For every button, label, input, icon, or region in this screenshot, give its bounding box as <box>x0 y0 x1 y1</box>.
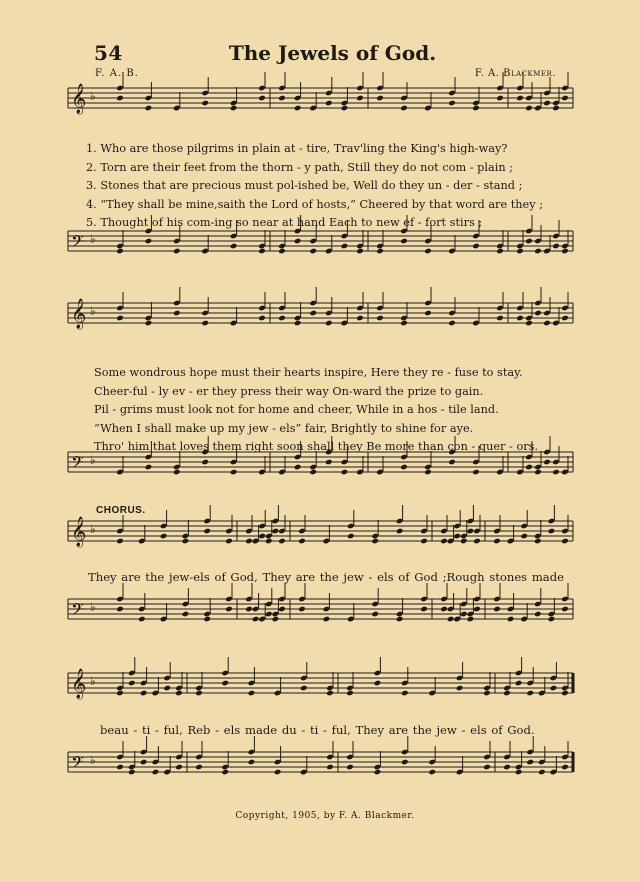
verse-line: Thro' him that loves them right soon shall they Be more than con - quer - ors. <box>94 440 539 453</box>
chorus-label: CHORUS. <box>96 505 146 516</box>
note-head <box>278 315 286 322</box>
note-head <box>346 764 354 771</box>
note-head <box>456 685 464 692</box>
verse-line: Pil - grims must look not for home and cheer, While in a hos - tile land. <box>94 403 499 416</box>
note-head <box>294 105 302 112</box>
note-head <box>472 243 480 250</box>
note-head <box>225 538 233 545</box>
note-head <box>448 459 456 466</box>
note-head <box>525 238 533 245</box>
note-head <box>278 538 286 545</box>
note-head <box>203 616 211 623</box>
key-flat: ♭ <box>90 232 96 246</box>
note-head <box>145 320 153 327</box>
note-head <box>561 95 569 102</box>
note-head <box>440 538 448 545</box>
note-head <box>400 320 408 327</box>
note-head <box>274 769 282 776</box>
note-head <box>116 538 124 545</box>
note-head <box>525 105 533 112</box>
note-head <box>272 616 280 623</box>
note-head <box>503 690 511 697</box>
note-head <box>550 685 558 692</box>
note-head <box>401 759 409 766</box>
note-head <box>400 464 408 471</box>
note-head <box>543 459 551 466</box>
composer-credit: F. A. Blackmer. <box>474 68 556 79</box>
note-head <box>116 248 124 255</box>
note-head <box>160 533 168 540</box>
treble-clef: 𝄞 <box>71 669 87 699</box>
note-head <box>371 538 379 545</box>
note-head <box>325 320 333 327</box>
note-head <box>356 315 364 322</box>
note-head <box>374 680 382 687</box>
note-head <box>525 464 533 471</box>
note-head <box>230 105 238 112</box>
note-head <box>424 469 432 476</box>
key-flat: ♭ <box>90 522 96 536</box>
note-head <box>472 105 480 112</box>
note-head <box>245 538 253 545</box>
note-head <box>182 611 190 618</box>
note-head <box>294 238 302 245</box>
note-head <box>152 769 160 776</box>
bass-clef: 𝄢 <box>71 231 84 255</box>
note-head <box>561 690 569 697</box>
treble-clef: 𝄞 <box>71 299 87 329</box>
note-head <box>140 759 148 766</box>
note-head <box>420 606 428 613</box>
note-head <box>515 769 523 776</box>
note-head <box>203 528 211 535</box>
note-head <box>145 105 153 112</box>
note-head <box>182 538 190 545</box>
note-head <box>278 606 286 613</box>
note-head <box>516 248 524 255</box>
note-head <box>374 769 382 776</box>
note-head <box>472 469 480 476</box>
hymn-number: 54 <box>94 41 123 65</box>
note-head <box>460 538 468 545</box>
note-head <box>534 248 542 255</box>
lyricist-credit: F. A. B. <box>95 68 139 79</box>
note-head <box>116 690 124 697</box>
note-head <box>420 538 428 545</box>
note-head <box>525 320 533 327</box>
note-head <box>376 248 384 255</box>
note-head <box>252 616 260 623</box>
verse-line: Some wondrous hope must their hearts inspire, Here they re - fuse to stay. <box>94 366 523 379</box>
note-head <box>140 690 148 697</box>
note-head <box>195 764 203 771</box>
note-head <box>278 248 286 255</box>
note-head <box>278 95 286 102</box>
key-flat: ♭ <box>90 674 96 688</box>
note-head <box>175 690 183 697</box>
note-head <box>440 606 448 613</box>
note-head <box>493 606 501 613</box>
verse-line: 3. Stones that are precious must pol-ished be, Well do they un - der - stand ; <box>86 179 523 192</box>
key-flat: ♭ <box>90 753 96 767</box>
note-head <box>496 95 504 102</box>
note-head <box>145 238 153 245</box>
note-head <box>325 100 333 107</box>
note-head <box>298 606 306 613</box>
note-head <box>400 238 408 245</box>
treble-clef: 𝄞 <box>71 517 87 547</box>
key-flat: ♭ <box>90 304 96 318</box>
note-head <box>138 616 146 623</box>
note-head <box>467 616 475 623</box>
note-head <box>116 315 124 322</box>
note-head <box>173 248 181 255</box>
note-head <box>326 764 334 771</box>
note-head <box>341 243 349 250</box>
note-head <box>265 538 273 545</box>
key-flat: ♭ <box>90 89 96 103</box>
note-head <box>145 464 153 471</box>
note-head <box>473 538 481 545</box>
note-head <box>298 538 306 545</box>
note-head <box>371 611 379 618</box>
note-head <box>128 769 136 776</box>
note-head <box>309 310 317 317</box>
note-head <box>230 243 238 250</box>
note-head <box>483 690 491 697</box>
chorus-lyrics-1: They are the jew-els of God, They are the jew - els of God ;Rough stones made <box>88 570 565 584</box>
note-head <box>163 685 171 692</box>
note-head <box>347 533 355 540</box>
bass-clef: 𝄢 <box>71 452 84 476</box>
note-head <box>424 248 432 255</box>
note-head <box>538 769 546 776</box>
note-head <box>195 690 203 697</box>
note-head <box>548 616 556 623</box>
note-head <box>309 469 317 476</box>
note-head <box>323 616 331 623</box>
copyright-line: Copyright, 1905, by F. A. Blackmer. <box>235 811 415 821</box>
note-head <box>503 764 511 771</box>
note-head <box>258 248 266 255</box>
note-head <box>561 764 569 771</box>
note-head <box>428 769 436 776</box>
note-head <box>341 105 349 112</box>
note-head <box>356 248 364 255</box>
note-head <box>326 690 334 697</box>
note-head <box>248 690 256 697</box>
note-head <box>493 538 501 545</box>
note-head <box>258 315 266 322</box>
verse-line: 1. Who are those pilgrims in plain at - tire, Trav'ling the King's high-way? <box>86 142 508 155</box>
note-head <box>173 310 181 317</box>
note-head <box>552 469 560 476</box>
hymn-title: The Jewels of God. <box>228 41 437 65</box>
verse-line: Cheer-ful - ly ev - er they press their way On-ward the prize to gain. <box>94 384 484 398</box>
note-head <box>453 533 461 540</box>
note-head <box>201 100 209 107</box>
note-head <box>473 606 481 613</box>
note-head <box>424 310 432 317</box>
note-head <box>258 95 266 102</box>
note-head <box>534 469 542 476</box>
note-head <box>516 95 524 102</box>
note-head <box>128 680 136 687</box>
note-head <box>447 616 455 623</box>
bass-clef: 𝄢 <box>71 599 84 623</box>
note-head <box>526 759 534 766</box>
note-head <box>265 611 273 618</box>
note-head <box>448 100 456 107</box>
note-head <box>561 248 569 255</box>
note-head <box>221 769 229 776</box>
verse-block-1 <box>86 140 543 233</box>
chorus-lyrics-2: beau - ti - ful, Reb - els made du - ti - ful, They are the jew - els of God. <box>100 723 535 737</box>
note-head <box>561 538 569 545</box>
note-head <box>356 95 364 102</box>
note-head <box>225 606 233 613</box>
note-head <box>221 680 229 687</box>
note-head <box>325 459 333 466</box>
note-head <box>300 685 308 692</box>
note-head <box>448 320 456 327</box>
note-head <box>396 616 404 623</box>
verse-line: 5. Thought of his com-ing so near at hand Each to new ef - fort stirs ; <box>86 216 483 229</box>
verse-line: “When I shall make up my jew - els” fair, Brightly to shine for aye. <box>94 421 474 435</box>
note-head <box>248 759 256 766</box>
note-head <box>516 315 524 322</box>
note-head <box>515 680 523 687</box>
note-head <box>230 469 238 476</box>
verse-line: 4. “They shall be mine,saith the Lord of hosts,” Cheered by that word are they ; <box>86 197 544 211</box>
note-head <box>245 606 253 613</box>
note-head <box>496 315 504 322</box>
note-head <box>201 320 209 327</box>
note-head <box>526 690 534 697</box>
note-head <box>400 105 408 112</box>
note-head <box>309 248 317 255</box>
note-head <box>460 611 468 618</box>
note-head <box>552 105 560 112</box>
key-flat: ♭ <box>90 453 96 467</box>
note-head <box>543 100 551 107</box>
key-flat: ♭ <box>90 600 96 614</box>
note-head <box>534 310 542 317</box>
note-head <box>483 764 491 771</box>
note-head <box>396 528 404 535</box>
note-head <box>116 95 124 102</box>
note-head <box>401 690 409 697</box>
note-head <box>534 611 542 618</box>
note-head <box>116 764 124 771</box>
note-head <box>376 95 384 102</box>
note-head <box>175 764 183 771</box>
note-head <box>520 533 528 540</box>
note-head <box>258 533 266 540</box>
note-head <box>534 538 542 545</box>
note-head <box>561 606 569 613</box>
note-head <box>467 528 475 535</box>
note-head <box>173 469 181 476</box>
treble-clef: 𝄞 <box>71 84 87 114</box>
bass-clef: 𝄢 <box>71 752 84 776</box>
note-head <box>116 606 124 613</box>
note-head <box>507 616 515 623</box>
note-head <box>376 315 384 322</box>
note-head <box>201 459 209 466</box>
note-head <box>341 469 349 476</box>
note-head <box>294 464 302 471</box>
verse-line: 2. Torn are their feet from the thorn - y path, Still they do not com - plain ; <box>86 160 514 174</box>
note-head <box>548 528 556 535</box>
note-head <box>496 248 504 255</box>
verse-block-2 <box>94 364 538 457</box>
note-head <box>543 320 551 327</box>
note-head <box>561 315 569 322</box>
note-head <box>346 690 354 697</box>
note-head <box>552 243 560 250</box>
note-head <box>272 528 280 535</box>
note-head <box>294 320 302 327</box>
